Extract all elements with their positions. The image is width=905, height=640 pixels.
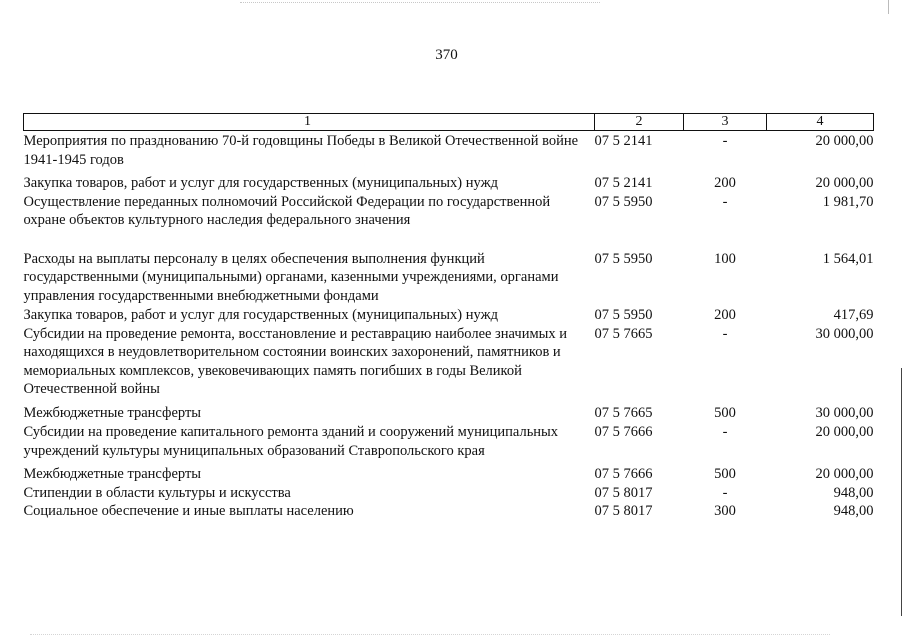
row-name: Закупка товаров, работ и услуг для государственных (муниципальных) нужд [23,307,498,323]
row-amount: 20 000,00 [815,175,874,191]
row-name: Закупка товаров, работ и услуг для государственных (муниципальных) нужд [23,175,498,191]
row-code: 07 5 5950 [594,250,653,267]
row-amount: 20 000,00 [815,133,874,149]
table-row [24,460,874,484]
row-amount: 30 000,00 [815,404,874,421]
row-type: - [722,424,728,440]
row-type: 200 [714,307,736,323]
table-row [24,502,874,521]
row-code: 07 5 7666 [594,466,653,482]
row-amount: 417,69 [833,307,874,323]
row-type: - [722,133,728,149]
row-type: 200 [714,175,736,191]
row-amount: 948,00 [833,484,874,501]
table-row [24,305,874,325]
scan-artifact-top [240,2,600,4]
scan-artifact-edge [901,368,902,616]
row-type: 500 [714,466,736,482]
row-code: 07 5 2141 [594,133,653,149]
row-amount: 30 000,00 [815,325,874,342]
column-header-name: 1 [24,114,595,131]
row-amount: 1 981,70 [822,193,874,210]
row-type: 500 [714,404,736,421]
row-name: Мероприятия по празднованию 70-й годовщины Победы в Великой Отечественной войне 1941-1945 годов [23,133,579,168]
row-code: 07 5 2141 [594,175,653,191]
row-name: Стипендии в области культуры и искусства [23,484,291,501]
row-name: Субсидии на проведение капитального ремонта зданий и сооружений муниципальных учреждений культуры муниципальных образований Ставропольского края [23,424,559,459]
row-code: 07 5 7665 [594,325,653,342]
table-row [24,193,874,230]
table-row [24,230,874,306]
row-amount: 20 000,00 [815,466,874,482]
row-amount: 1 564,01 [822,250,874,267]
row-name: Субсидии на проведение ремонта, восстановление и реставрацию наиболее значимых и находящихся в неудовлетворительном состоянии воинских захоронений, памятников и мемориальных комплексов, увековечивающих память погибших в годы Великой Отечественной войны [23,325,568,397]
page-number: 370 [435,47,458,63]
table-row [24,422,874,460]
row-name: Межбюджетные трансферты [23,466,202,482]
row-name: Осуществление переданных полномочий Российской Федерации по государственной охране объектов культурного наследия федерального значения [23,193,551,228]
row-type: - [722,193,728,210]
budget-table [23,113,874,521]
row-code: 07 5 7665 [594,404,653,421]
table-row [24,399,874,423]
row-type: - [722,484,728,501]
column-header-code: 2 [595,114,684,131]
row-amount: 20 000,00 [815,424,874,440]
row-name: Социальное обеспечение и иные выплаты населению [23,503,354,519]
table-row [24,169,874,193]
table-row [24,325,874,399]
table-row [24,484,874,503]
table-header-row [24,114,874,131]
row-type: 100 [714,250,736,267]
row-code: 07 5 8017 [594,503,653,519]
row-name: Расходы на выплаты персоналу в целях обеспечения выполнения функций государственными (муниципальными) органами, казенными учреждениями, органами управления государственными внебюджетными фондами [23,250,559,304]
table-row [24,131,874,170]
column-header-amount: 4 [767,114,874,131]
row-code: 07 5 5950 [594,307,653,323]
row-name: Межбюджетные трансферты [23,404,202,421]
row-type: 300 [714,503,736,519]
row-amount: 948,00 [833,503,874,519]
row-code: 07 5 5950 [594,193,653,210]
scan-artifact-corner [888,0,893,14]
row-code: 07 5 8017 [594,484,653,501]
row-code: 07 5 7666 [594,424,653,440]
column-header-type: 3 [684,114,767,131]
row-type: - [722,325,728,342]
scan-artifact-bottom [30,634,830,636]
